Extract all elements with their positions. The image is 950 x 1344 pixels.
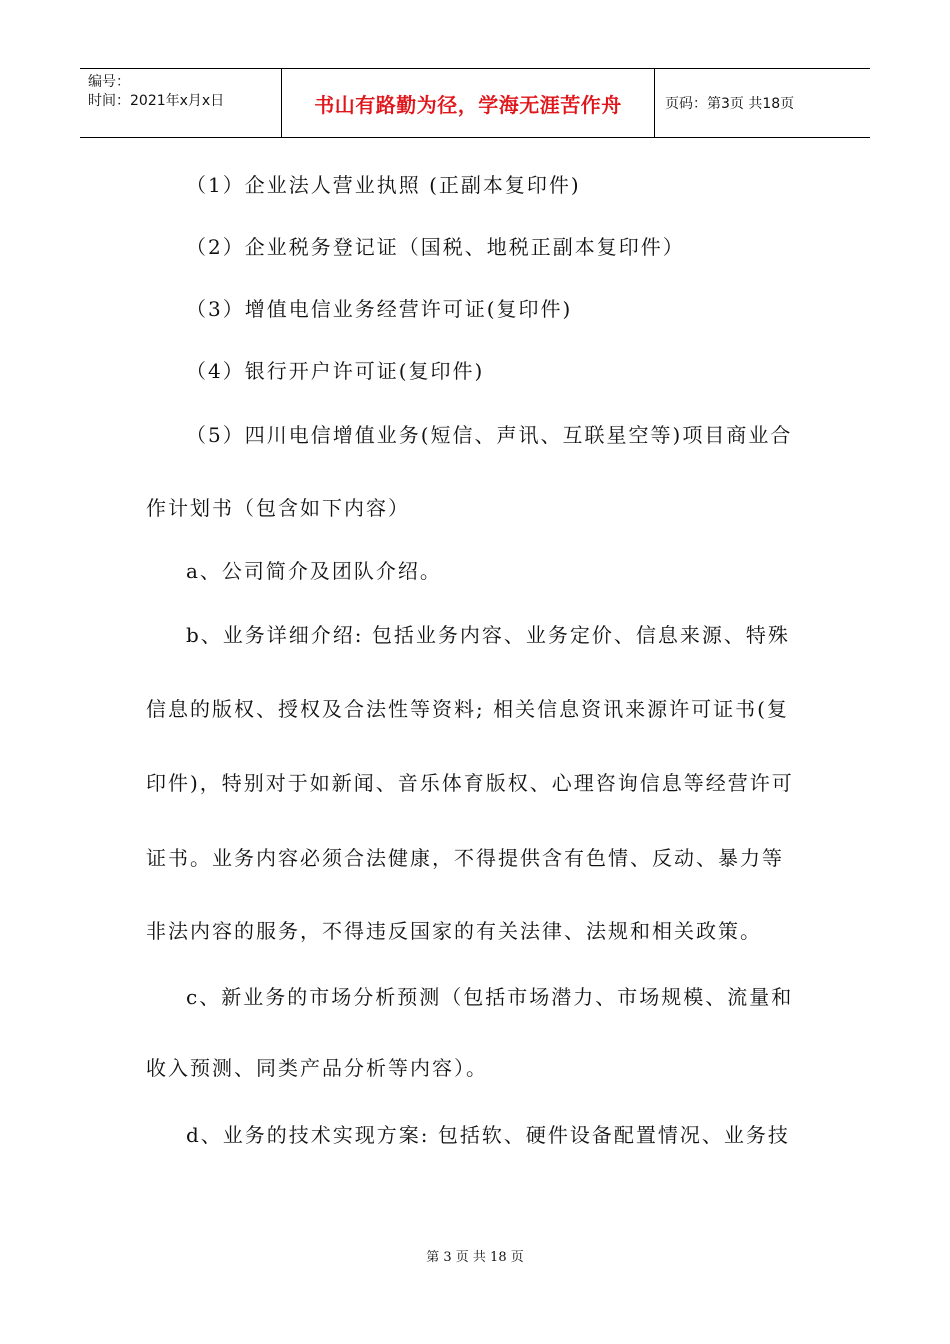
- document-header: [80, 68, 870, 138]
- header-motto: 书山有路勤为径，学海无涯苦作舟: [282, 69, 655, 137]
- paragraph-line: （1）企业法人营业执照 (正副本复印件): [186, 173, 581, 197]
- paragraph-line: c、新业务的市场分析预测（包括市场潜力、市场规模、流量和: [186, 985, 794, 1009]
- paragraph-line: a、公司简介及团队介绍。: [186, 559, 442, 583]
- paragraph-line: （5）四川电信增值业务(短信、声讯、互联星空等)项目商业合: [186, 423, 793, 447]
- time-label: 时间：2021年x月x日: [88, 93, 225, 109]
- paragraph-line: 作计划书（包含如下内容）: [146, 496, 410, 520]
- paragraph-line: 非法内容的服务，不得违反国家的有关法律、法规和相关政策。: [146, 919, 762, 943]
- header-meta: [80, 69, 282, 137]
- paragraph-line: 信息的版权、授权及合法性等资料; 相关信息资讯来源许可证书(复: [146, 697, 789, 721]
- paragraph-line: （4）银行开户许可证(复印件): [186, 359, 485, 383]
- paragraph-line: b、业务详细介绍: 包括业务内容、业务定价、信息来源、特殊: [186, 623, 790, 647]
- page-footer: 第 3 页 共 18 页: [426, 1250, 524, 1265]
- paragraph-line: 印件)，特别对于如新闻、音乐体育版权、心理咨询信息等经营许可: [146, 771, 794, 795]
- header-page-info: 页码：第3页 共18页: [665, 96, 795, 112]
- paragraph-line: （2）企业税务登记证（国税、地税正副本复印件）: [186, 235, 685, 259]
- paragraph-line: d、业务的技术实现方案: 包括软、硬件设备配置情况、业务技: [186, 1123, 790, 1147]
- paragraph-line: （3）增值电信业务经营许可证(复印件): [186, 297, 573, 321]
- paragraph-line: 证书。业务内容必须合法健康，不得提供含有色情、反动、暴力等: [146, 846, 784, 870]
- paragraph-line: 收入预测、同类产品分析等内容）。: [146, 1056, 488, 1080]
- number-label: 编号：: [88, 74, 130, 90]
